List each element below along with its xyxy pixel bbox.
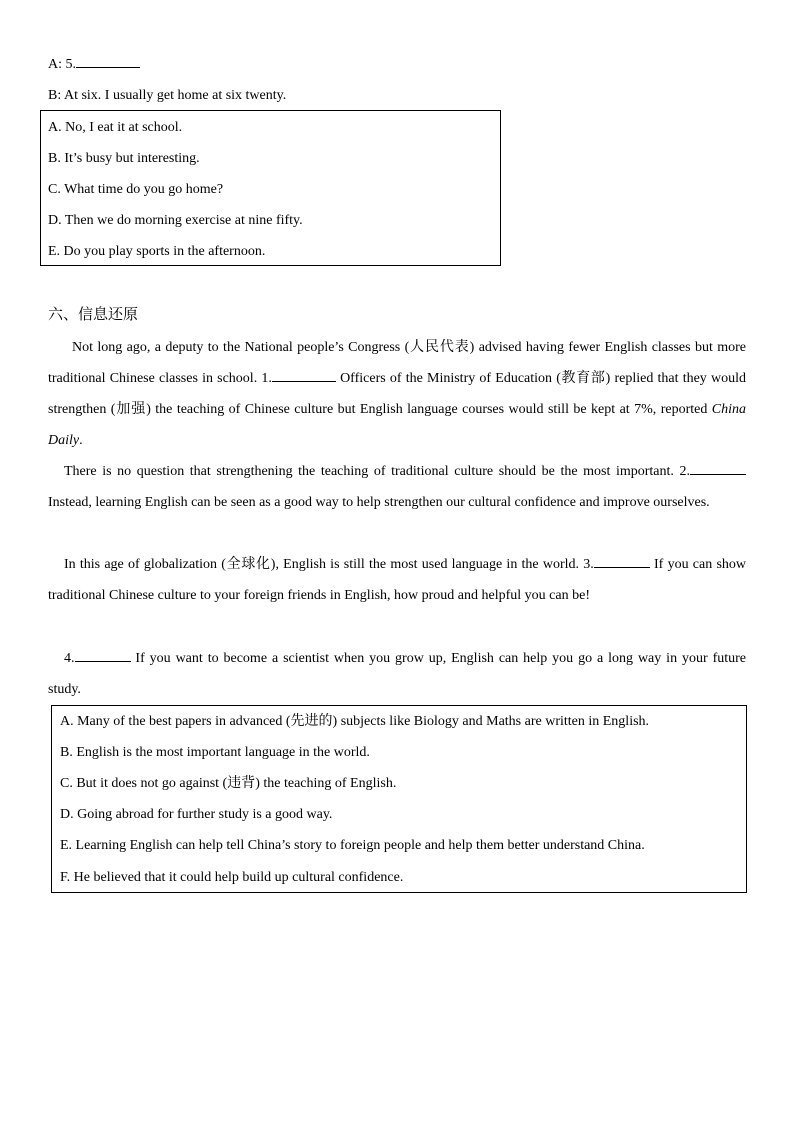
option-c: C. What time do you go home?: [48, 182, 224, 197]
p4-text-a: 4.: [64, 651, 75, 666]
answer-blank-1[interactable]: [272, 369, 336, 382]
p3-text-b: If you can show traditional Chinese culture to your foreign friends in English, how proud and helpful you can be!: [48, 557, 747, 603]
option-e: E. Do you play sports in the afternoon.: [48, 244, 266, 259]
options-box-passage: [51, 705, 747, 893]
p3-text-a: In this age of globalization (全球化), English is still the most used language in the world. 3.: [64, 557, 594, 572]
option-d: D. Going abroad for further study is a good way.: [60, 807, 333, 822]
answer-blank-3[interactable]: [594, 555, 650, 568]
option-b: B. English is the most important language in the world.: [60, 745, 370, 760]
passage-paragraph-2: [48, 456, 746, 518]
passage-paragraph-3: [48, 549, 746, 611]
answer-blank-2[interactable]: [690, 462, 746, 475]
option-e: E. Learning English can help tell China’s story to foreign people and help them better understand China.: [60, 838, 645, 853]
option-a: A. Many of the best papers in advanced (先进的) subjects like Biology and Maths are written in English.: [60, 714, 650, 729]
option-a: A. No, I eat it at school.: [48, 120, 183, 135]
p1-end: .: [79, 433, 83, 448]
p2-text-b: Instead, learning English can be seen as a good way to help strengthen our cultural confidence and improve ourselves.: [48, 495, 710, 510]
p1-text-a: Not long ago, a deputy to the National people’s Congress (人民代表) advised having fewer English classes but more traditional Chinese classes in school. 1.: [48, 340, 746, 386]
option-d: D. Then we do morning exercise at nine fifty.: [48, 213, 303, 228]
answer-blank-5[interactable]: [76, 55, 140, 68]
dialogue-line-b: B: At six. I usually get home at six twenty.: [48, 88, 287, 103]
p1-text-b: Officers of the Ministry of Education (教育部) replied that they would strengthen (加强) the teaching of Chinese culture but English language courses would still be kept at 7%, reported: [48, 371, 746, 417]
option-b: B. It’s busy but interesting.: [48, 151, 200, 166]
p2-text-a: There is no question that strengthening the teaching of traditional culture should be the most important. 2.: [64, 464, 690, 479]
dialogue-line-a-text: A: 5.: [48, 57, 76, 72]
option-f: F. He believed that it could help build up cultural confidence.: [60, 870, 404, 885]
options-box-dialogue: [40, 110, 501, 266]
section-title: 六、信息还原: [48, 305, 139, 323]
passage-paragraph-4: [48, 643, 746, 705]
passage-paragraph-1: [48, 332, 746, 456]
dialogue-line-a: [48, 55, 140, 74]
p4-text-b: If you want to become a scientist when you grow up, English can help you go a long way in your future study.: [48, 651, 746, 697]
option-c: C. But it does not go against (违背) the teaching of English.: [60, 776, 397, 791]
p1-source: China Daily: [48, 402, 746, 448]
answer-blank-4[interactable]: [75, 649, 131, 662]
